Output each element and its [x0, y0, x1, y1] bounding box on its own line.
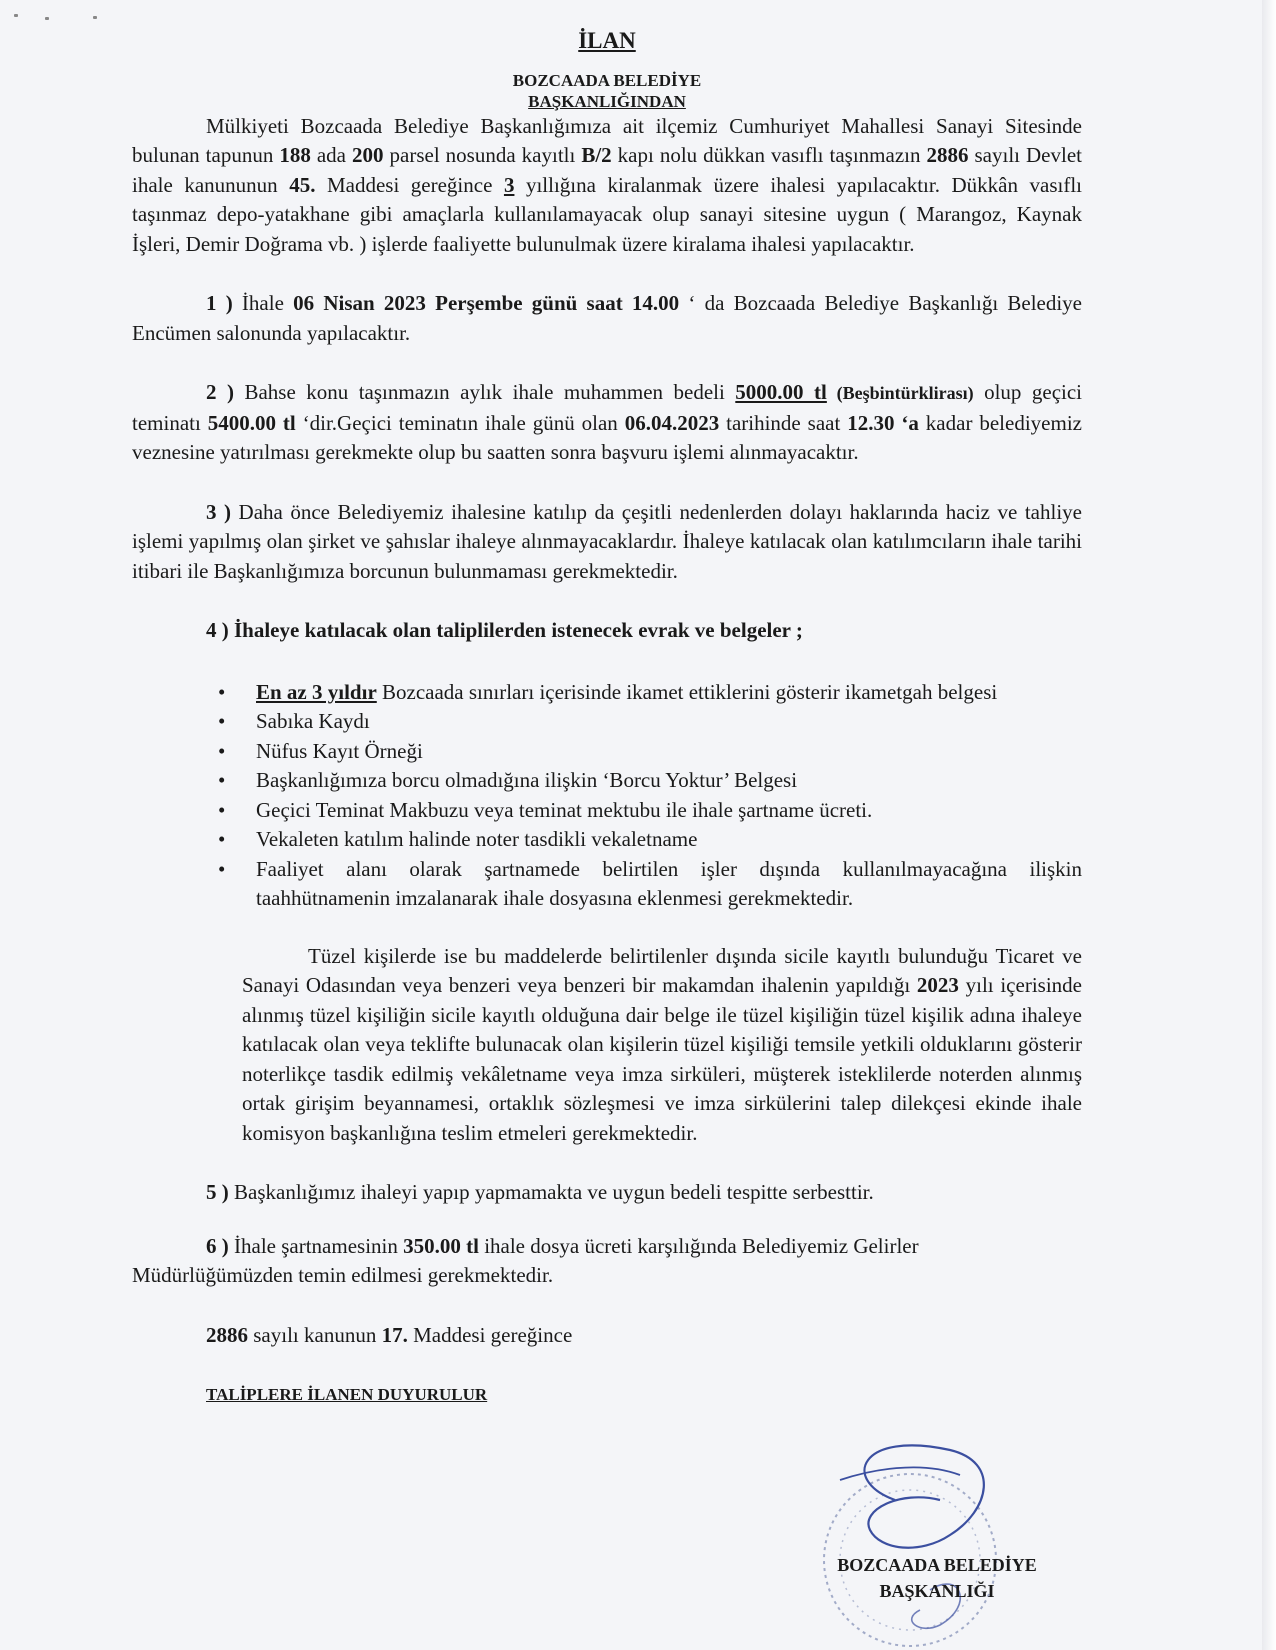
- item-1: 1 ) İhale 06 Nisan 2023 Perşembe günü saat 14.00 ‘ da Bozcaada Belediye Başkanlığı Belediye Encümen salonunda yapılacaktır.: [132, 291, 1083, 345]
- list-item: • Faaliyet alanı olarak şartnamede belirtilen işler dışında kullanılmayacağına ilişkin taahhütnamenin imzalanarak ihale dosyasına eklenmesi gerekmektedir.: [256, 855, 1082, 914]
- document-body: [132, 26, 1082, 1410]
- stamp-text: BOZCAADA BELEDİYE BAŞKANLIĞI: [837, 1555, 1037, 1601]
- list-item: • Nüfus Kayıt Örneği: [256, 737, 1082, 767]
- item-2: 2 ) Bahse konu taşınmazın aylık ihale muhammen bedeli 5000.00 tl (Beşbintürklirası) olup geçici teminatı 5400.00 tl ‘dir.Geçici teminatın ihale günü olan 06.04.2023 tarihinde saat 12.30 ‘a kadar belediyemiz veznesine yatırılması gerekmekte olup bu saatten sonra başvuru işlemi alınmayacaktır.: [132, 380, 1083, 464]
- list-item: • Geçici Teminat Makbuzu veya teminat mektubu ile ihale şartname ücreti.: [256, 796, 1082, 826]
- announcement-line: TALİPLERE İLANEN DUYURULUR: [206, 1385, 488, 1404]
- document-title: İLAN: [578, 28, 636, 53]
- scan-speck: [14, 14, 18, 17]
- legal-entities-paragraph: Tüzel kişilerde ise bu maddelerde belirtilenler dışında sicile kayıtlı bulunduğu Ticaret ve Sanayi Odasından veya benzeri veya benzeri bir makamdan ihalenin yapıldığı 2023 yılı içerisinde alınmış tüzel kişiliğin sicile kayıtlı olduğuna dair belge ile tüzel kişiliğin tüzel kişilik adına ihaleye katılacak olan veya teklifte bulunacak olan kişilerin tüzel kişiliği temsile yetkili olduklarını gösterir noterlikçe tasdik edilmiş vekâletname veya imza sirküleri, müşterek isteklilerde noterden alınmış ortak girişim beyannamesi, ortaklık sözleşmesi ve imza sirkülerini talep dilekçesi ekinde ihale komisyon başkanlığına teslim etmeleri gerekmektedir.: [242, 943, 1082, 1145]
- item-6: 6 ) İhale şartnamesinin 350.00 tl ihale dosya ücreti karşılığında Belediyemiz Gelirler Müdürlüğümüzden temin edilmesi gerekmektedir.: [132, 1233, 919, 1287]
- paper-edge: [1262, 0, 1276, 1650]
- signature-stamp-block: [800, 1440, 1100, 1640]
- scan-speck: [93, 16, 97, 19]
- list-item: • Vekaleten katılım halinde noter tasdikli vekaletname: [256, 825, 1082, 855]
- org-line-2: BAŞKANLIĞINDAN: [528, 91, 686, 111]
- item-4-heading: 4 ) İhaleye katılacak olan taliplilerden istenecek evrak ve belgeler ;: [206, 618, 803, 642]
- item-3: 3 ) Daha önce Belediyemiz ihalesine katılıp da çeşitli nedenlerden dolayı haklarında haciz ve tahliye işlemi yapılmış olan şirket ve şahıslar ihaleye alınmayacaklardır. İhaleye katılacak olan katılımcıların ihale tarihi itibari ile Başkanlığımıza borcunun bulunmaması gerekmektedir.: [132, 499, 1082, 583]
- required-documents-list: [132, 678, 1082, 914]
- stamp-and-signature-icon: [800, 1440, 1100, 1650]
- item-5: 5 ) Başkanlığımız ihaleyi yapıp yapmamakta ve uygun bedeli tespitte serbesttir.: [206, 1180, 874, 1204]
- org-line-1: BOZCAADA BELEDİYE: [512, 70, 702, 90]
- scan-speck: [45, 17, 49, 20]
- list-item: • Başkanlığımıza borcu olmadığına ilişkin ‘Borcu Yoktur’ Belgesi: [256, 766, 1082, 796]
- law-reference: 2886 sayılı kanunun 17. Maddesi gereğince: [206, 1322, 573, 1347]
- intro-paragraph: Mülkiyeti Bozcaada Belediye Başkanlığımıza ait ilçemiz Cumhuriyet Mahallesi Sanayi Sitesinde bulunan tapunun 188 ada 200 parsel nosunda kayıtlı B/2 kapı nolu dükkan vasıflı taşınmazın 2886 sayılı Devlet ihale kanununun 45. Maddesi gereğince 3 yıllığına kiralanmak üzere ihalesi yapılacaktır. Dükkân vasıflı taşınmaz depo-yatakhane gibi amaçlarla kullanılamayacak olup sanayi sitesine uygun ( Marangoz, Kaynak İşleri, Demir Doğrama vb. ) işlerde faaliyette bulunulmak üzere kiralama ihalesi yapılacaktır.: [132, 113, 1082, 256]
- list-item: • En az 3 yıldır Bozcaada sınırları içerisinde ikamet ettiklerini gösterir ikametgah belgesi: [256, 678, 1082, 708]
- list-item: • Sabıka Kaydı: [256, 707, 1082, 737]
